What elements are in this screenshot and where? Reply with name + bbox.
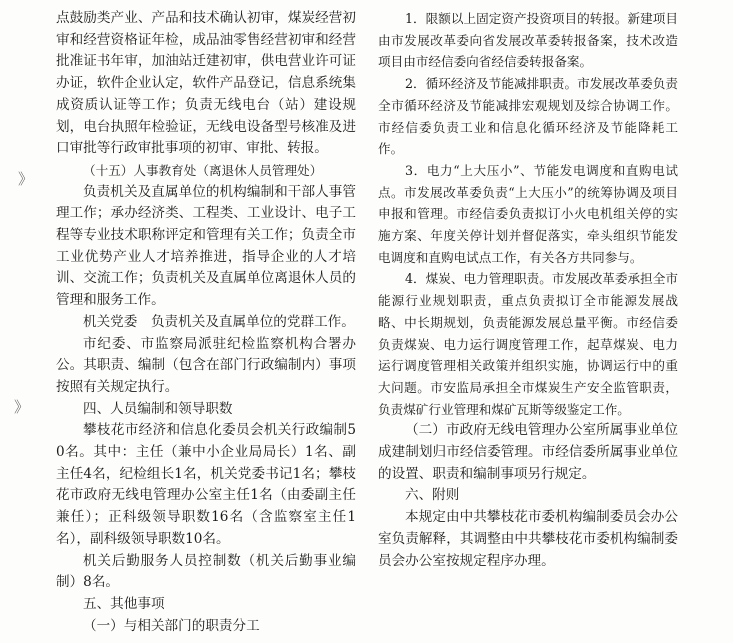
left-paragraph: 机关后勤服务人员控制数（机关后勤事业编制）8名。 [56, 552, 356, 591]
right-paragraph: 1．限额以上固定资产投资项目的转报。新建项目由市发展改革委向省发展改革委转报备案，技术改造项目由市经信委向省经信委转报备案。 [378, 11, 678, 70]
left-paragraph: 攀枝花市经济和信息化委员会机关行政编制50名。其中：主任（兼中小企业局局长）1名、副主任4名，纪检组长1名，机关党委书记1名；攀枝花市政府无线电管理办公室主任1名（由委副主任兼任）；正科级领导职数16名（含监察室主任1名），副科级领导职数10名。 [56, 422, 356, 547]
right-paragraph: 本规定由中共攀枝花市委机构编制委员会办公室负责解释，其调整由中共攀枝花市委机构编制委员会办公室按规定程序办理。 [378, 509, 678, 569]
right-paragraph: 3．电力“上大压小”、节能发电调度和直购电试点。市发展改革委负责“上大压小”的统筹协调及项目申报和管理。市经信委负责拟订小火电机组关停的实施方案、年度关停计划并督促落实，牵头组织节能发电调度和直购电试点工作，有关各方共同参与。 [378, 162, 678, 265]
right-paragraph: 4．煤炭、电力管理职责。市发展改革委承担全市能源行业规划职责，重点负责拟订全市能源发展战略、中长期规划，负责能源发展总量平衡。市经信委负责煤炭、电力运行调度管理工作，起草煤炭、电力运行调度管理相关政策并组织实施，协调运行中的重大问题。市安监局承担全市煤炭生产安全监管职责，负责煤矿行业管理和煤矿瓦斯等级鉴定工作。 [378, 271, 678, 417]
left-paragraph: 负责机关及直属单位的机构编制和干部人事管理工作；承办经济类、工程类、工业设计、电子工程等专业技术职称评定和管理有关工作；负责全市工业优势产业人才培养推进，指导企业的人才培训、交流工作；负责机关及直属单位离退休人员的管理和服务工作。 [56, 183, 356, 309]
right-paragraph: 2．循环经济及节能减排职责。市发展改革委负责全市循环经济及节能减排宏观规划及综合协调工作。市经信委负责工业和信息化循环经济及节能降耗工作。 [378, 76, 678, 157]
left-paragraph: （十五）人事教育处（离退休人员管理处） [83, 162, 323, 178]
right-paragraph: （二）市政府无线电管理办公室所属事业单位成建制划归市经信委管理。市经信委所属事业单位的设置、职责和编制事项另行规定。 [378, 422, 678, 482]
right-column [378, 8, 678, 572]
left-paragraph: （一）与相关部门的职责分工 [83, 617, 260, 634]
left-column [56, 8, 356, 637]
left-paragraph: 点鼓励类产业、产品和技术确认初审，煤炭经营初审和经营资格证年检，成品油零售经营初审和经营批准证书年审，加油站迁建初审，供电营业许可证办证，软件企业认定，软件产品登记，信息系统集成资质认证等工作；负责无线电台（站）建设规划，电台执照年检验证，无线电设备型号核准及进口审批等行政审批事项的初审、审批、转报。 [56, 10, 356, 157]
left-paragraph: 五、其他事项 [83, 595, 165, 612]
left-paragraph: 机关党委 负责机关及直属单位的党群工作。 [83, 313, 355, 330]
left-paragraph: 四、人员编制和领导职数 [83, 400, 233, 417]
margin-mark: 》 [14, 398, 30, 416]
right-paragraph: 六、附则 [405, 487, 460, 504]
margin-mark: 》 [18, 170, 34, 188]
left-paragraph: 市纪委、市监察局派驻纪检监察机构合署办公。其职责、编制（包含在部门行政编制内）事项按照有关规定执行。 [56, 335, 356, 395]
